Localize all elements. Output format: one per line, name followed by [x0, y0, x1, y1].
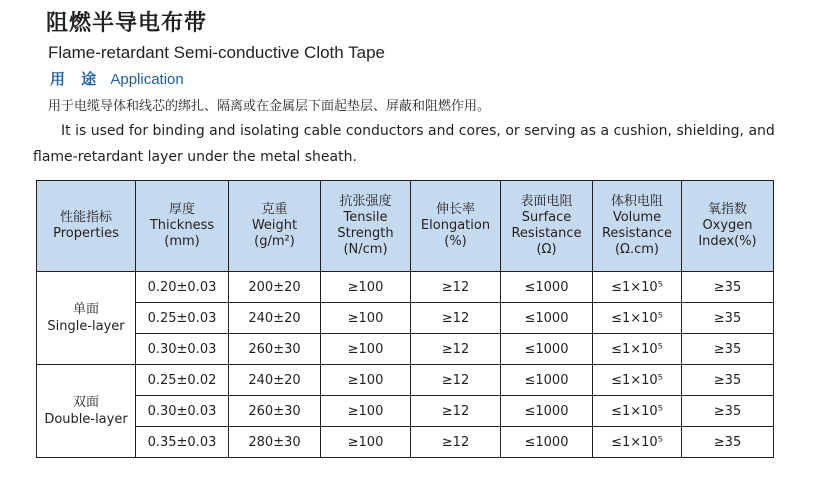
cell-elongation: ≥12 [411, 427, 501, 458]
cell-thickness: 0.25±0.03 [136, 303, 229, 334]
table-row [37, 365, 774, 396]
cell-weight: 260±30 [229, 334, 321, 365]
cell-oxygen-index: ≥35 [682, 365, 774, 396]
cell-volume-resistance: ≤1×10⁵ [593, 334, 682, 365]
cell-volume-resistance: ≤1×10⁵ [593, 272, 682, 303]
cell-volume-resistance: ≤1×10⁵ [593, 303, 682, 334]
header-row [37, 181, 774, 272]
header-cell-properties: 性能指标 Properties [37, 181, 136, 272]
cell-weight: 200±20 [229, 272, 321, 303]
cell-weight: 260±30 [229, 396, 321, 427]
cell-thickness: 0.30±0.03 [136, 334, 229, 365]
header-cell-elongation: 伸长率 Elongation (%) [411, 181, 501, 272]
description-cn: 用于电缆导体和线芯的绑扎、隔离或在金属层下面起垫层、屏蔽和阻燃作用。 [48, 99, 491, 114]
cell-thickness: 0.30±0.03 [136, 396, 229, 427]
description-en: It is used for binding and isolating cable conductors and cores, or serving as a cushion, shielding, and flame-retardant layer under the metal sheath. [33, 123, 775, 165]
usage-heading-cn: 用 途 [50, 71, 103, 88]
header-cell-thickness: 厚度 Thickness (mm) [136, 181, 229, 272]
cell-tensile: ≥100 [321, 365, 411, 396]
cell-oxygen-index: ≥35 [682, 334, 774, 365]
cell-oxygen-index: ≥35 [682, 427, 774, 458]
cell-tensile: ≥100 [321, 427, 411, 458]
cell-thickness: 0.25±0.02 [136, 365, 229, 396]
cell-volume-resistance: ≤1×10⁵ [593, 396, 682, 427]
usage-heading-en: Application [110, 71, 184, 88]
cell-weight: 240±20 [229, 365, 321, 396]
cell-elongation: ≥12 [411, 396, 501, 427]
header-cell-weight: 克重 Weight (g/m²) [229, 181, 321, 272]
group-label-single-layer: 单面 Single-layer [37, 272, 136, 365]
header-cell-tensile-strength: 抗张强度 Tensile Strength (N/cm) [321, 181, 411, 272]
cell-thickness: 0.35±0.03 [136, 427, 229, 458]
cell-elongation: ≥12 [411, 272, 501, 303]
cell-elongation: ≥12 [411, 334, 501, 365]
cell-weight: 240±20 [229, 303, 321, 334]
group-label-double-layer: 双面 Double-layer [37, 365, 136, 458]
table-row [37, 427, 774, 458]
cell-thickness: 0.20±0.03 [136, 272, 229, 303]
cell-surface-resistance: ≤1000 [501, 272, 593, 303]
page-title-cn: 阻燃半导电布带 [46, 10, 208, 36]
cell-tensile: ≥100 [321, 396, 411, 427]
table-row [37, 396, 774, 427]
cell-surface-resistance: ≤1000 [501, 396, 593, 427]
cell-tensile: ≥100 [321, 272, 411, 303]
cell-elongation: ≥12 [411, 303, 501, 334]
cell-volume-resistance: ≤1×10⁵ [593, 365, 682, 396]
cell-surface-resistance: ≤1000 [501, 427, 593, 458]
header-cell-surface-resistance: 表面电阻 Surface Resistance (Ω) [501, 181, 593, 272]
cell-oxygen-index: ≥35 [682, 272, 774, 303]
cell-oxygen-index: ≥35 [682, 396, 774, 427]
usage-heading [50, 68, 184, 89]
cell-volume-resistance: ≤1×10⁵ [593, 427, 682, 458]
table-row [37, 272, 774, 303]
spec-table [36, 180, 774, 458]
cell-weight: 280±30 [229, 427, 321, 458]
cell-oxygen-index: ≥35 [682, 303, 774, 334]
cell-tensile: ≥100 [321, 334, 411, 365]
cell-elongation: ≥12 [411, 365, 501, 396]
cell-surface-resistance: ≤1000 [501, 334, 593, 365]
cell-tensile: ≥100 [321, 303, 411, 334]
header-cell-volume-resistance: 体积电阻 Volume Resistance (Ω.cm) [593, 181, 682, 272]
table-row [37, 334, 774, 365]
page-title-en: Flame-retardant Semi-conductive Cloth Tape [48, 43, 386, 62]
cell-surface-resistance: ≤1000 [501, 365, 593, 396]
cell-surface-resistance: ≤1000 [501, 303, 593, 334]
header-cell-oxygen-index: 氧指数 Oxygen Index(%) [682, 181, 774, 272]
table-row [37, 303, 774, 334]
